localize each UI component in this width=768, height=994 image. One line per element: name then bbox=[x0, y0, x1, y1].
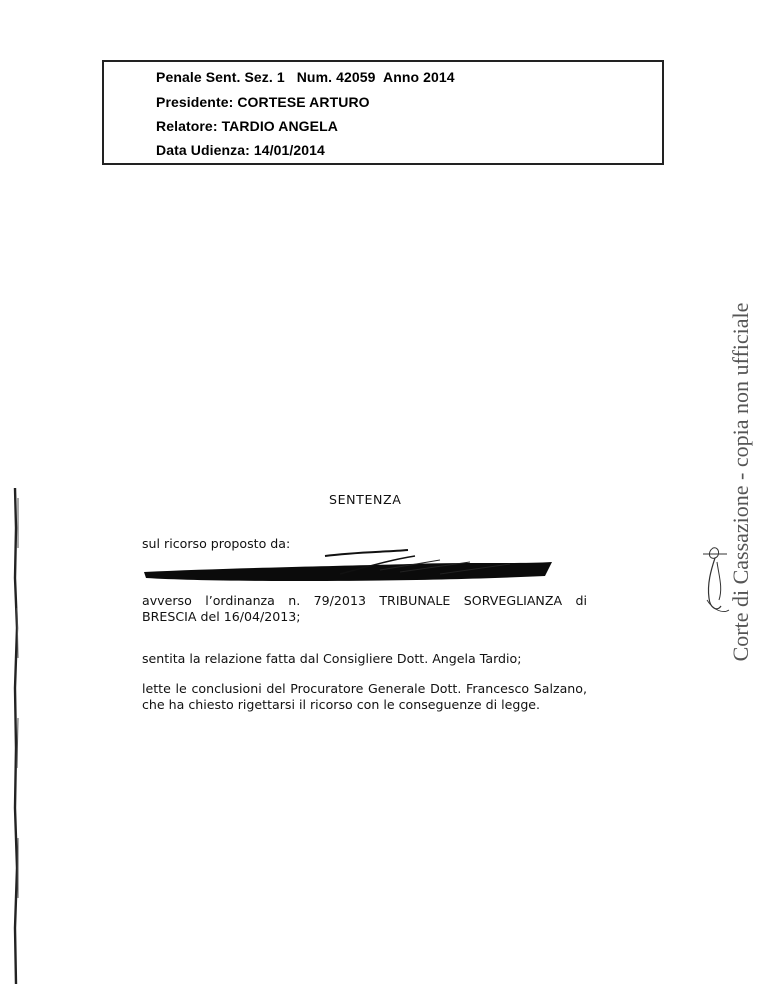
header-sentence-number: Penale Sent. Sez. 1 Num. 42059 Anno 2014 bbox=[156, 69, 455, 85]
header-relatore: Relatore: TARDIO ANGELA bbox=[156, 118, 338, 134]
redacted-name bbox=[140, 546, 560, 586]
paragraph-lette: lette le conclusioni del Procuratore Generale Dott. Francesco Salzano, che ha chiesto rigettarsi il ricorso con le conseguenze di legge. bbox=[142, 681, 587, 712]
header-data-udienza: Data Udienza: 14/01/2014 bbox=[156, 142, 325, 158]
document-title: SENTENZA bbox=[329, 492, 402, 507]
ricorso-label: sul ricorso proposto da: bbox=[142, 536, 291, 551]
header-presidente: Presidente: CORTESE ARTURO bbox=[156, 94, 370, 110]
scan-edge-artifact bbox=[12, 488, 20, 984]
paragraph-sentita: sentita la relazione fatta dal Consigliere Dott. Angela Tardio; bbox=[142, 651, 522, 666]
document-header-box bbox=[102, 60, 664, 165]
signature-mark bbox=[693, 540, 738, 620]
paragraph-avverso: avverso l’ordinanza n. 79/2013 TRIBUNALE SORVEGLIANZA di BRESCIA del 16/04/2013; bbox=[142, 593, 587, 624]
watermark-text: Corte di Cassazione - copia non ufficiale bbox=[728, 302, 753, 662]
